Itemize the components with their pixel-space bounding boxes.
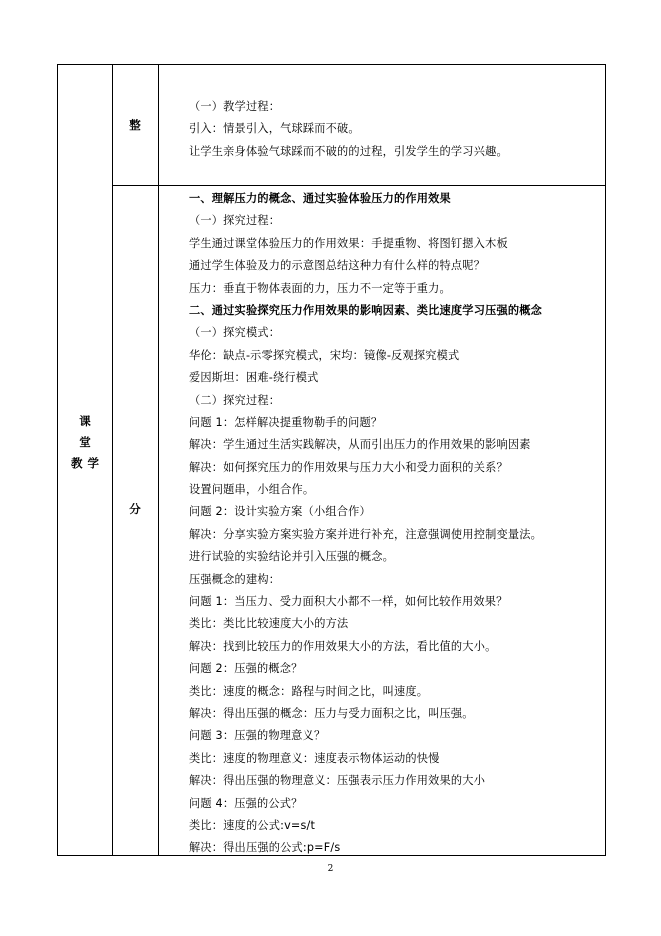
section-heading: 一、理解压力的概念、通过实验体验压力的作用效果	[189, 192, 451, 205]
content-line: 解决：学生通过生活实践解决，从而引出压力的作用效果的影响因素	[189, 438, 531, 452]
content-line: （二）探究过程：	[189, 393, 281, 407]
content-line: 解决：得出压强的物理意义：压强表示压力作用效果的大小	[189, 774, 486, 788]
content-line: 问题 1：怎样解决提重物勒手的问题？	[189, 415, 383, 429]
segment-label-whole: 整	[129, 118, 141, 132]
category-label	[58, 413, 112, 476]
content-line: 问题 2：压强的概念？	[189, 662, 303, 676]
lesson-table	[57, 64, 606, 856]
category-label-part: 堂	[79, 435, 96, 449]
content-line: （一）教学过程：	[189, 100, 281, 113]
content-line: 类比：速度的概念：路程与时间之比，叫速度。	[189, 684, 429, 698]
content-line: 解决：得出压强的公式:p=F/s	[189, 841, 341, 855]
column-divider	[112, 65, 113, 855]
content-line: 问题 1：当压力、受力面积大小都不一样，如何比较作用效果？	[189, 595, 508, 609]
content-line: 通过学生体验及力的示意图总结这种力有什么样的特点呢？	[189, 259, 486, 273]
segment-label-parts: 分	[129, 502, 141, 516]
content-line: 问题 3：压强的物理意义？	[189, 729, 326, 743]
content-line: 压力：垂直于物体表面的力，压力不一定等于重力。	[189, 281, 451, 295]
content-line: （一）探究过程：	[189, 214, 281, 228]
content-line: 问题 4：压强的公式？	[189, 796, 303, 810]
content-line: 进行试验的实验结论并引入压强的概念。	[189, 550, 394, 564]
content-line: 设置问题串，小组合作。	[189, 483, 315, 497]
row-divider	[112, 185, 605, 186]
content-line: 压强概念的建构：	[189, 572, 281, 586]
content-line: （一）探究模式：	[189, 326, 281, 340]
segment-1-content	[189, 96, 601, 163]
page-number: 2	[327, 864, 334, 874]
section-heading: 二、通过实验探究压力作用效果的影响因素、类比速度学习压强的概念	[189, 303, 543, 317]
segment-2-content	[189, 188, 601, 860]
content-line: 解决：如何探究压力的作用效果与压力大小和受力面积的关系？	[189, 460, 508, 474]
content-line: 解决：分享实验方案实验方案并进行补充，注意强调使用控制变量法。	[189, 527, 543, 541]
content-line: 类比：速度的公式:v=s/t	[189, 818, 316, 832]
category-label-part: 教学	[71, 456, 104, 470]
content-line: 问题 2：设计实验方案（小组合作）	[189, 505, 371, 519]
content-line: 爱因斯坦：困难-绕行模式	[189, 371, 319, 385]
content-line: 类比：类比比较速度大小的方法	[189, 617, 349, 631]
category-label-part: 课	[79, 414, 96, 428]
content-line: 让学生亲身体验气球踩而不破的的过程，引发学生的学习兴趣。	[189, 144, 508, 158]
content-line: 解决：找到比较压力的作用效果大小的方法，看比值的大小。	[189, 639, 497, 653]
content-line: 类比：速度的物理意义：速度表示物体运动的快慢	[189, 751, 440, 765]
column-divider	[158, 65, 159, 855]
content-line: 华伦：缺点-示零探究模式，宋均：镜像-反观探究模式	[189, 348, 460, 362]
content-line: 学生通过课堂体验压力的作用效果：手提重物、将图钉摁入木板	[189, 236, 508, 250]
content-line: 解决：得出压强的概念：压力与受力面积之比，叫压强。	[189, 706, 474, 720]
content-line: 引入：情景引入，气球踩而不破。	[189, 122, 360, 136]
